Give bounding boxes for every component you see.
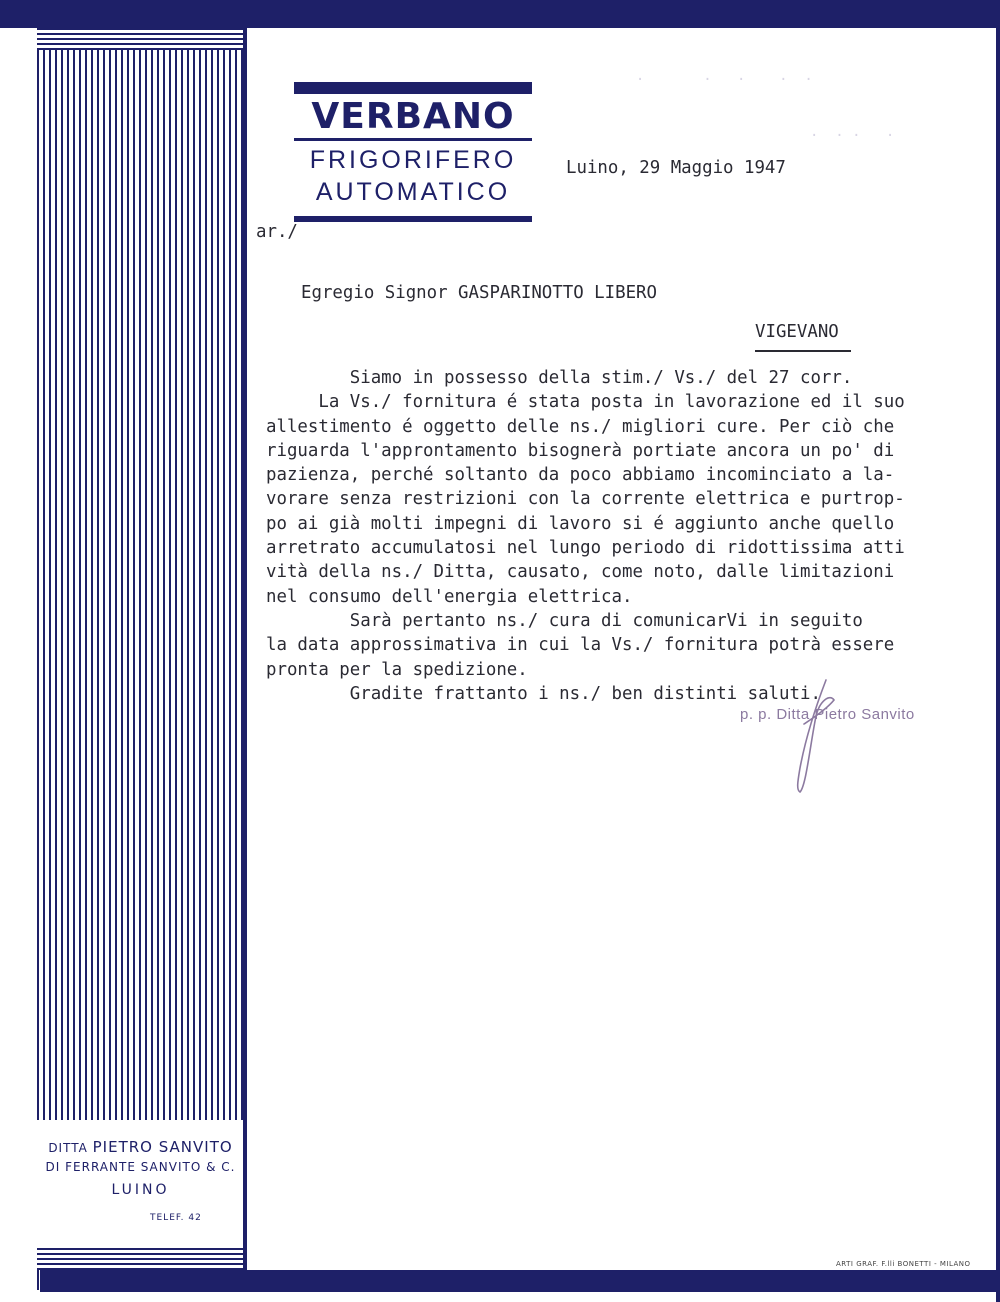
letter-body xyxy=(266,366,905,706)
company-subtitle: DI FERRANTE SANVITO & C. xyxy=(45,1160,236,1174)
body-line: arretrato accumulatosi nel lungo periodo di ridottissima atti xyxy=(266,538,905,559)
body-line: vorare senza restrizioni con la corrente elettrica e purtrop- xyxy=(266,489,905,510)
company-telephone: TELEF. 42 xyxy=(150,1213,202,1223)
logo-brand: VERBANO xyxy=(311,96,515,137)
body-line: vità della ns./ Ditta, causato, come noto, dalle limitazioni xyxy=(266,562,895,583)
show-through-marks: · · · · xyxy=(810,128,895,144)
panel-divider xyxy=(243,28,247,1290)
body-line: Siamo in possesso della stim./ Vs./ del 27 corr. xyxy=(266,368,853,388)
body-line: Gradite frattanto i ns./ ben distinti saluti. xyxy=(266,683,821,704)
body-line: pazienza, perché soltanto da poco abbiamo incominciato a la- xyxy=(266,465,895,486)
body-line: po ai già molti impegni di lavoro si é aggiunto anche quello xyxy=(266,513,895,534)
company-name: PIETRO SANVITO xyxy=(92,1138,233,1156)
handwritten-signature xyxy=(786,676,846,796)
horizontal-stripes-bottom xyxy=(37,1248,244,1270)
right-border xyxy=(996,0,1000,1302)
body-line: La Vs./ fornitura é stata posta in lavorazione ed il suo xyxy=(266,392,905,413)
body-line: la data approssimativa in cui la Vs./ fornitura potrà essere xyxy=(266,635,895,656)
logo-line-1: FRIGORIFERO xyxy=(309,146,517,174)
letterhead-logo xyxy=(294,82,532,222)
letter-addressee: Egregio Signor GASPARINOTTO LIBERO xyxy=(301,283,657,303)
top-border xyxy=(0,0,1000,28)
body-line: allestimento é oggetto delle ns./ migliori cure. Per ciò che xyxy=(266,416,895,437)
horizontal-stripes-top xyxy=(37,28,244,50)
show-through-marks: · · · · · xyxy=(560,72,813,88)
company-stamp: p. p. Ditta Pietro Sanvito xyxy=(740,706,915,723)
logo-bottom-bar xyxy=(294,216,532,222)
vertical-stripe-panel xyxy=(37,28,244,1290)
logo-line-2: AUTOMATICO xyxy=(315,178,511,206)
letter-destination: VIGEVANO xyxy=(755,322,839,342)
bottom-border xyxy=(40,1270,1000,1292)
body-line: nel consumo dell'energia elettrica. xyxy=(266,586,633,607)
body-line: riguarda l'approntamento bisognerà portiate ancora un po' di xyxy=(266,440,895,461)
company-city: LUINO xyxy=(111,1182,170,1198)
letter-reference: ar./ xyxy=(256,222,298,242)
destination-underline xyxy=(755,350,851,352)
logo-mid-bar xyxy=(294,138,532,141)
logo-top-bar xyxy=(294,82,532,94)
printer-credit: ARTI GRAF. F.lli BONETTI - MILANO xyxy=(836,1260,971,1268)
company-name-line: DITTA PIETRO SANVITO xyxy=(48,1138,233,1156)
body-line: pronta per la spedizione. xyxy=(266,659,528,680)
letter-date: Luino, 29 Maggio 1947 xyxy=(566,158,786,178)
body-line: Sarà pertanto ns./ cura di comunicarVi in seguito xyxy=(266,610,863,631)
